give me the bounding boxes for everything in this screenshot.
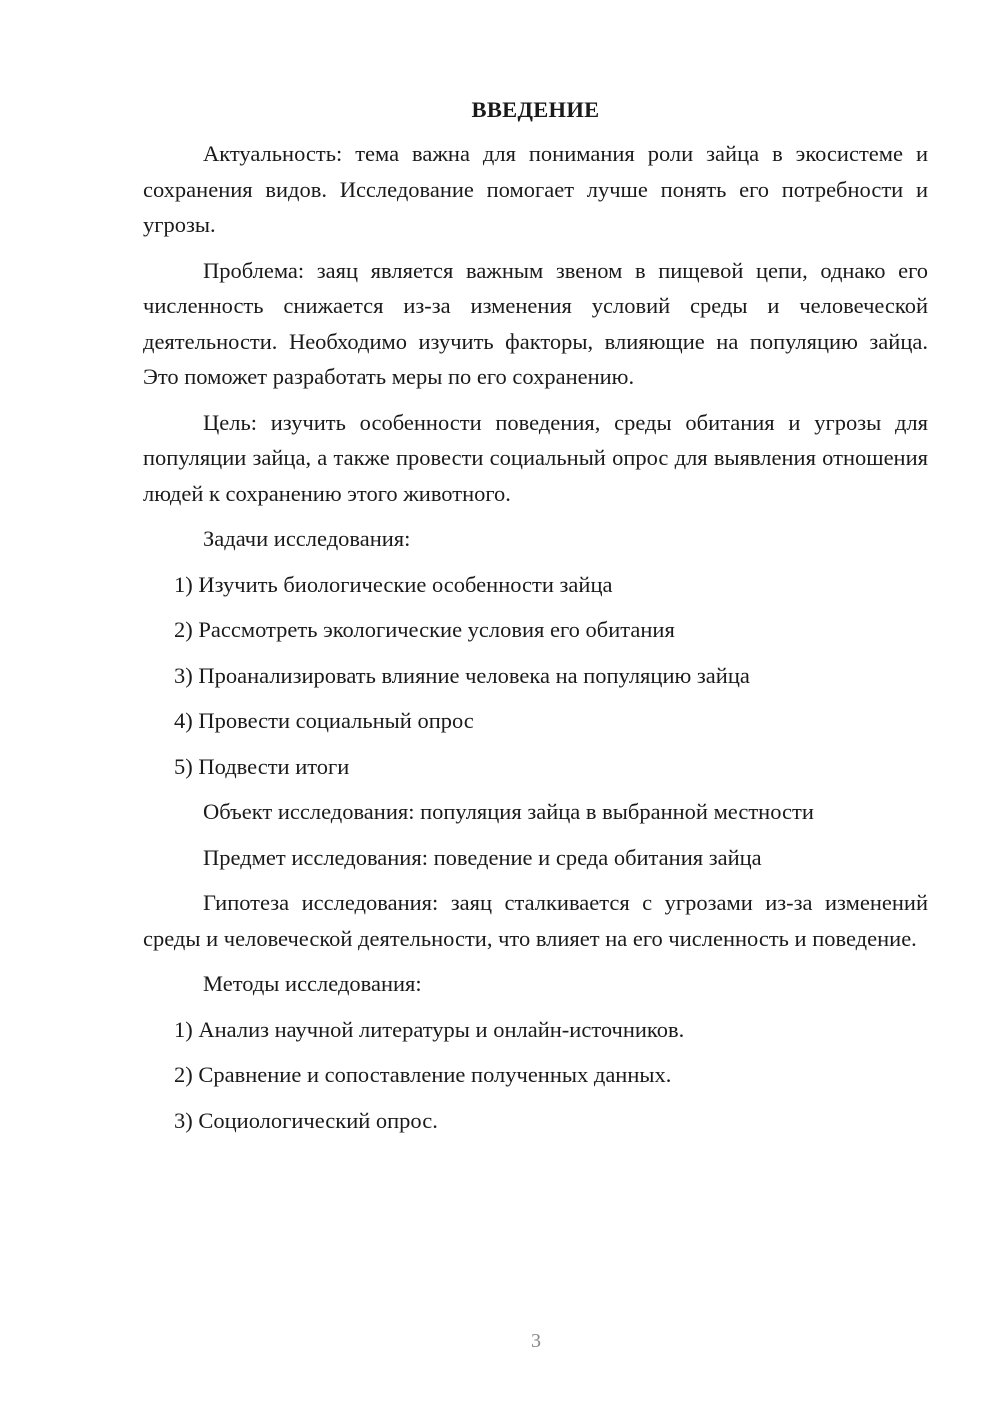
document-page bbox=[143, 92, 928, 1148]
problem-paragraph: Проблема: заяц является важным звеном в пищевой цепи, однако его численность снижается из-за изменения условий среды и человеческой деятельности. Необходимо изучить факторы, влияющие на популяцию зайца. Это поможет разработать меры по его сохранению. bbox=[143, 257, 928, 389]
list-item: 2) Рассмотреть экологические условия его обитания bbox=[174, 617, 675, 642]
list-item: 4) Провести социальный опрос bbox=[174, 708, 474, 733]
object-paragraph: Объект исследования: популяция зайца в выбранной местности bbox=[203, 799, 814, 824]
list-item: 3) Социологический опрос. bbox=[174, 1107, 438, 1133]
methods-list bbox=[143, 1012, 928, 1139]
list-item: 1) Анализ научной литературы и онлайн-источников. bbox=[174, 1016, 685, 1042]
list-item: 5) Подвести итоги bbox=[174, 753, 350, 779]
list-item: 1) Изучить биологические особенности зайца bbox=[174, 571, 613, 597]
goal-paragraph: Цель: изучить особенности поведения, среды обитания и угрозы для популяции зайца, а также провести социальный опрос для выявления отношения людей к сохранению этого животного. bbox=[143, 409, 928, 506]
list-item: 2) Сравнение и сопоставление полученных данных. bbox=[174, 1062, 672, 1087]
tasks-label: Задачи исследования: bbox=[203, 526, 411, 551]
page-title: ВВЕДЕНИЕ bbox=[471, 97, 600, 122]
methods-label: Методы исследования: bbox=[203, 971, 422, 996]
list-item: 3) Проанализировать влияние человека на популяцию зайца bbox=[174, 662, 750, 688]
relevance-paragraph: Актуальность: тема важна для понимания роли зайца в экосистеме и сохранения видов. Исследование помогает лучше понять его потребности и угрозы. bbox=[143, 141, 928, 237]
tasks-list bbox=[143, 567, 928, 785]
hypothesis-paragraph: Гипотеза исследования: заяц сталкивается с угрозами из-за изменений среды и человеческой деятельности, что влияет на его численность и поведение. bbox=[143, 890, 928, 951]
page-number: 3 bbox=[531, 1330, 541, 1352]
subject-paragraph: Предмет исследования: поведение и среда обитания зайца bbox=[203, 844, 762, 870]
